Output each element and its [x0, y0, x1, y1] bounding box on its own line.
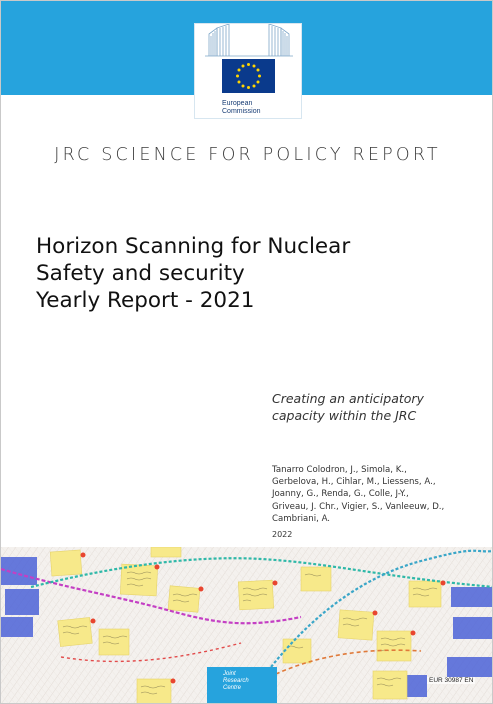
- title-line-1: Horizon Scanning for Nuclear: [36, 234, 351, 259]
- publication-year: 2022: [272, 530, 293, 539]
- jrc-line-1: Joint: [223, 671, 236, 677]
- jrc-line-3: Centre: [223, 685, 242, 691]
- title-line-2: Safety and security: [36, 261, 245, 286]
- jrc-logo: [207, 667, 277, 704]
- eu-flag-icon: [222, 59, 275, 93]
- jrc-line-2: Research: [223, 678, 249, 684]
- author-list: Tanarro Colodron, J., Simola, K., Gerbelova, H., Cihlar, M., Liessens, A., Joanny, G., Renda, G., Colle, J-Y., Griveau, J. Chr., Vigier, S., Vanleeuw, D., Cambriani, A.: [272, 465, 445, 524]
- title-line-3: Yearly Report - 2021: [36, 288, 255, 313]
- subtitle-line-1: Creating an anticipatory: [272, 391, 424, 406]
- report-subtitle: [272, 390, 424, 424]
- eur-report-code: EUR 30987 EN: [429, 677, 474, 684]
- subtitle-line-2: capacity within the JRC: [272, 408, 417, 423]
- european-commission-logo: [194, 23, 302, 119]
- logo-line-1: European: [222, 100, 253, 107]
- report-series: JRC SCIENCE FOR POLICY REPORT: [54, 145, 441, 165]
- logo-line-2: Commission: [222, 108, 261, 115]
- report-title: [36, 233, 350, 314]
- logo-text: [222, 100, 261, 116]
